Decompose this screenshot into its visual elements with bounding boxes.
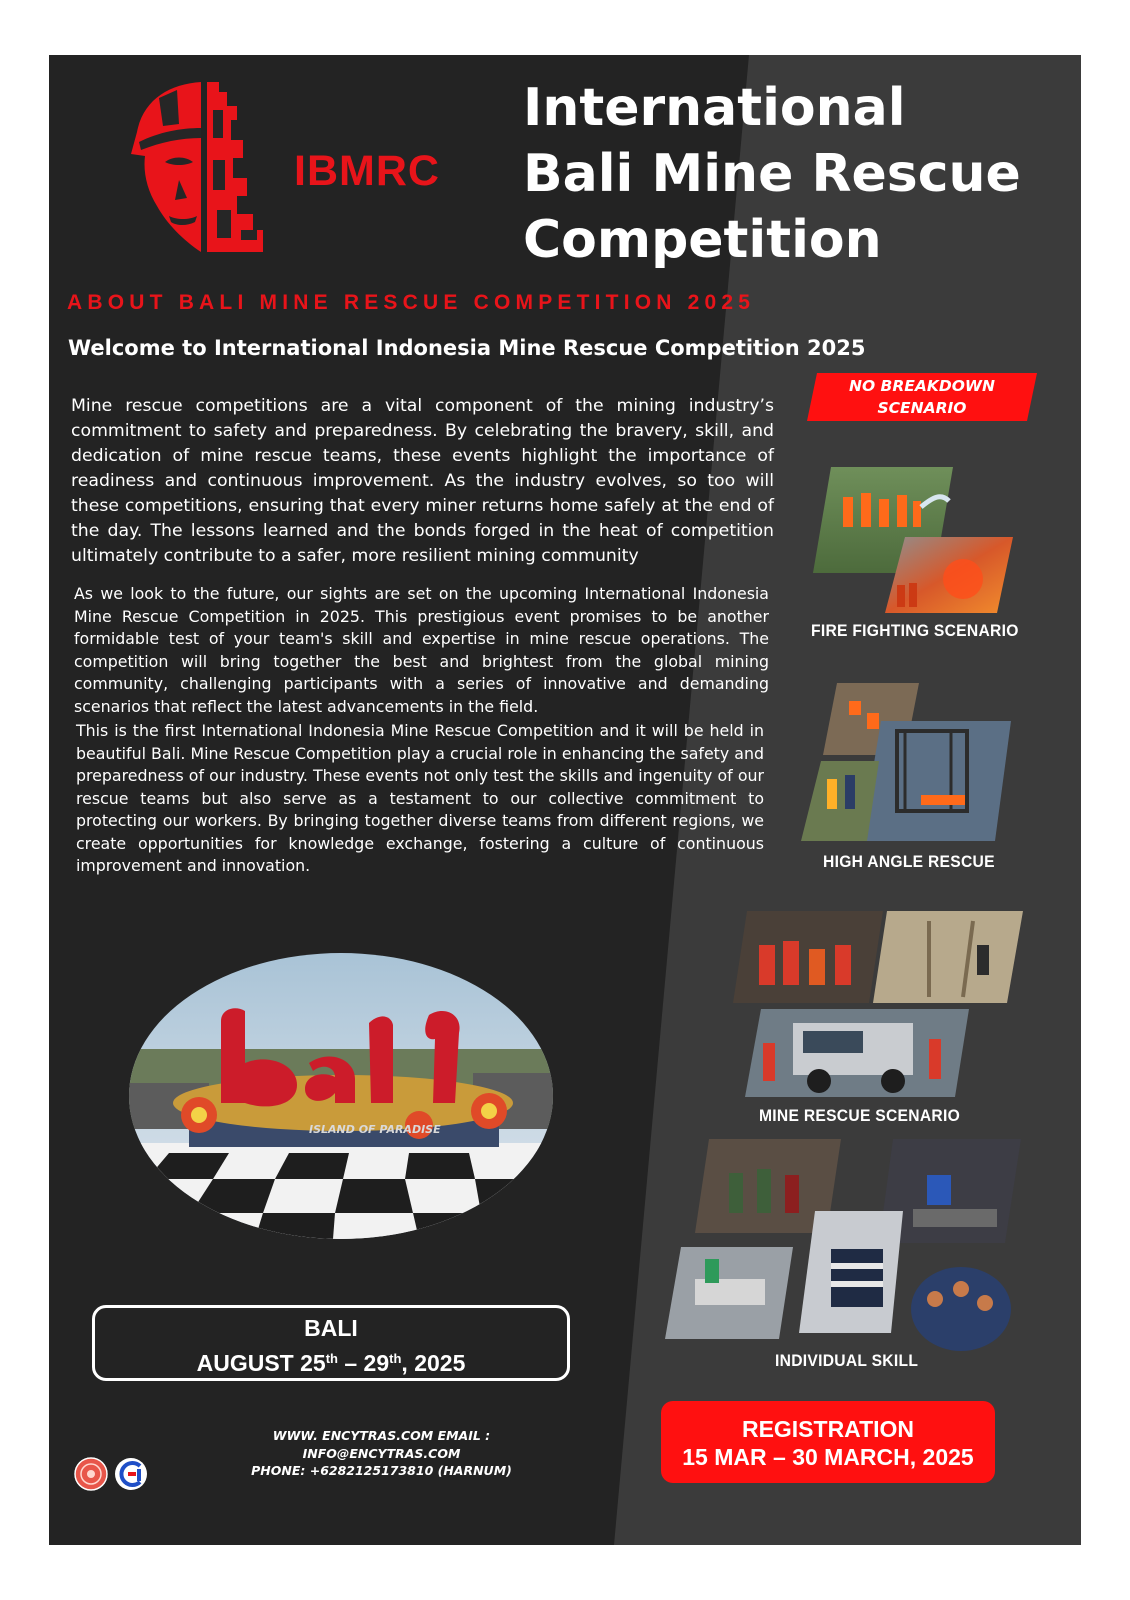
event-date-box (92, 1305, 570, 1381)
title-line-2: Bali Mine Rescue (523, 144, 1021, 204)
mask-helmet-logo-icon (129, 80, 279, 255)
badge-text (807, 375, 1037, 419)
high-angle-rescue-photo (801, 683, 1011, 841)
contact-info (204, 1427, 559, 1480)
registration-label: REGISTRATION (741, 1416, 915, 1442)
intro-paragraph-3: This is the first International Indonesia Mine Rescue Competition and it will be held in beautiful Bali. Mine Rescue Competition play a crucial role in enhancing the safety and preparedness of our industry. These events not only test the skills and ingenuity of our rescue teams but also serve as a testament to our collective commitment to protecting our workers. By bringing together diverse teams from different regions, we create opportunities for knowledge exchange, fostering a culture of continuous improvement and innovation. (76, 721, 764, 875)
event-location: BALI (304, 1315, 358, 1341)
caption-mine-rescue: MINE RESCUE SCENARIO (759, 1106, 961, 1125)
bali-sign-photo (129, 953, 553, 1239)
registration-dates: 15 MAR – 30 MARCH, 2025 (682, 1444, 974, 1470)
caption-individual-skill: INDIVIDUAL SKILL (775, 1351, 919, 1370)
individual-skill-photo (665, 1139, 1027, 1353)
contact-website: WWW. ENCYTRAS.COM EMAIL : (272, 1428, 491, 1443)
bali-sign-tagline: ISLAND OF PARADISE (309, 1123, 441, 1136)
about-heading: ABOUT BALI MINE RESCUE COMPETITION 2025 (67, 291, 756, 314)
contact-email: INFO@ENCYTRAS.COM (302, 1445, 461, 1461)
event-dates (95, 1343, 567, 1379)
fire-fighting-photo (813, 467, 1013, 613)
caption-fire-fighting: FIRE FIGHTING SCENARIO (811, 621, 1019, 640)
registration-badge (661, 1401, 995, 1483)
event-date-end: – 29 (337, 1350, 390, 1376)
main-title (523, 75, 1063, 273)
partner-seal-icon (74, 1457, 108, 1491)
encytras-logo-icon (114, 1457, 148, 1491)
intro-paragraph-2: As we look to the future, our sights are set on the upcoming International Indonesia Mine Rescue Competition in 2025. This prestigious event promises to be another formidable test of your team's skill and expertise in mine rescue operations. The competition will bring together the best and brightest from the global mining community, challenging participants with a series of innovative and demanding scenarios that reflect the latest advancements in the field. (74, 584, 769, 716)
intro-paragraph-1: Mine rescue competitions are a vital component of the mining industry’s commitment to safety and preparedness. By celebrating the bravery, skill, and dedication of mine rescue teams, these events highlight the importance of readiness and continuous improvement. As the industry evolves, so too will these competitions, ensuring that every miner returns home safely at the end of the day. The lessons learned and the bonds forged in the heat of competition ultimately contribute to a safer, more resilient mining community (71, 396, 774, 566)
badge-line-2: SCENARIO (877, 399, 967, 417)
event-date-year: , 2025 (401, 1350, 466, 1376)
caption-high-angle-rescue: HIGH ANGLE RESCUE (823, 852, 995, 871)
event-date-end-suffix: th (389, 1351, 402, 1366)
logo-text: IBMRC (294, 147, 440, 195)
contact-phone: PHONE: +6282125173810 (HARNUM) (251, 1463, 512, 1478)
poster (49, 55, 1081, 1545)
welcome-heading: Welcome to International Indonesia Mine Rescue Competition 2025 (68, 336, 866, 360)
bali-sign-illustration (129, 953, 553, 1239)
title-line-1: International (523, 78, 906, 138)
event-date-start: AUGUST 25 (196, 1350, 326, 1376)
no-breakdown-badge (807, 373, 1037, 421)
title-line-3: Competition (523, 210, 882, 270)
mine-rescue-photo (733, 911, 1023, 1097)
event-date-start-suffix: th (325, 1351, 338, 1366)
badge-line-1: NO BREAKDOWN (848, 377, 995, 395)
